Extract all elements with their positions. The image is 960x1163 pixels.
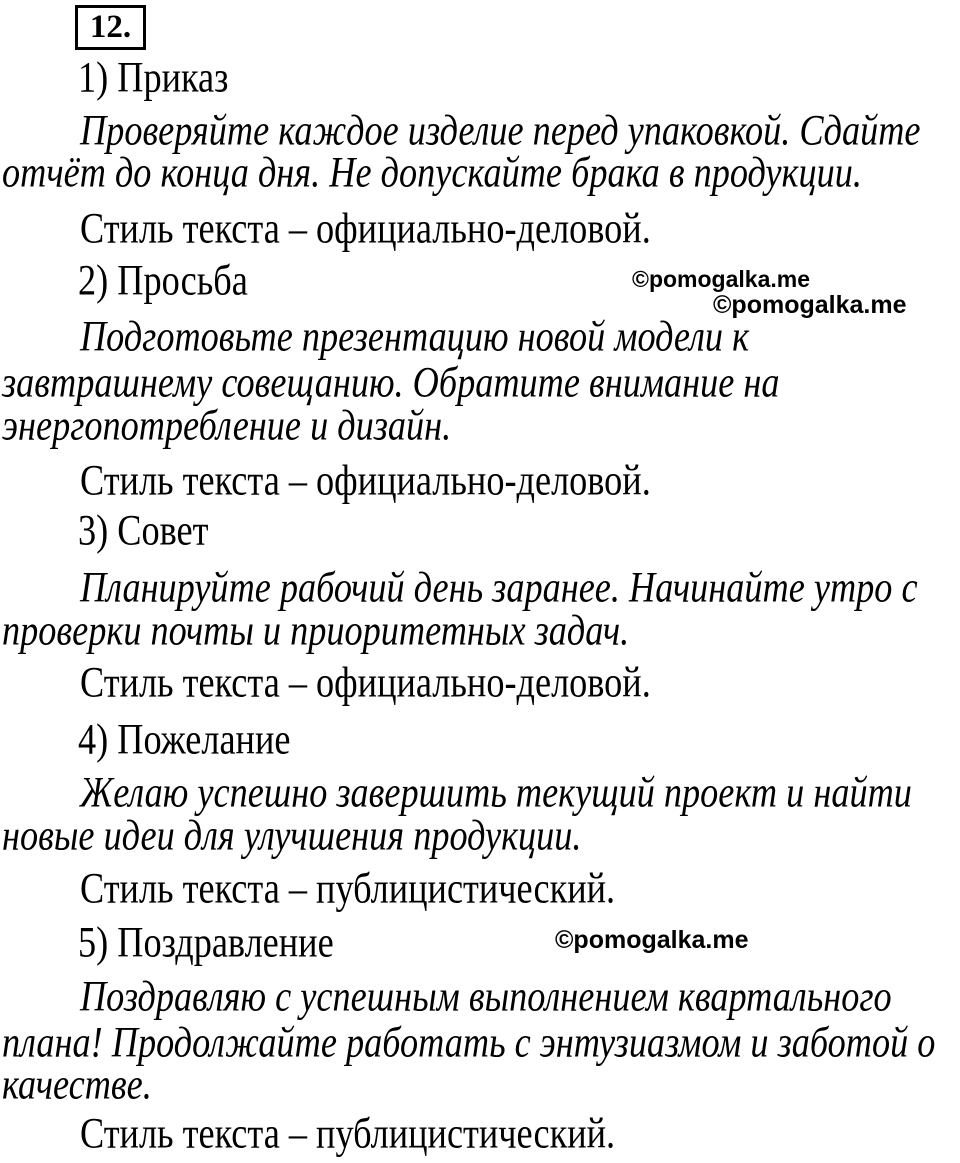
section-2-body-line-3: энергопотребление и дизайн. — [2, 401, 452, 451]
section-5-heading: 5) Поздравление — [78, 918, 334, 968]
section-1-style-note: Стиль текста – официально-деловой. — [80, 204, 651, 254]
section-2-heading: 2) Просьба — [78, 256, 248, 306]
section-2-body-line-2: завтрашнему совещанию. Обратите внимание на — [2, 358, 780, 408]
watermark-1: ©pomogalka.me — [632, 266, 810, 292]
section-1-body-line-2: отчёт до конца дня. Не допускайте брака в продукции. — [2, 148, 862, 198]
section-2-body-line-1: Подготовьте презентацию новой модели к — [80, 312, 750, 362]
section-4-body-line-2: новые идеи для улучшения продукции. — [2, 811, 582, 861]
section-4-body-line-1: Желаю успешно завершить текущий проект и найти — [80, 768, 912, 818]
section-5-style-note: Стиль текста – публицистический. — [80, 1109, 616, 1159]
section-4-style-note: Стиль текста – публицистический. — [80, 864, 616, 914]
exercise-number: 12. — [89, 9, 132, 45]
section-2-style-note: Стиль текста – официально-деловой. — [80, 456, 651, 506]
section-5-body-line-1: Поздравляю с успешным выполнением квартального — [80, 972, 892, 1022]
section-3-body-line-1: Планируйте рабочий день заранее. Начинайте утро с — [80, 563, 918, 613]
section-3-heading: 3) Совет — [78, 506, 209, 556]
section-1-body-line-1: Проверяйте каждое изделие перед упаковкой. Сдайте — [80, 106, 921, 156]
section-1-heading: 1) Приказ — [78, 53, 229, 103]
section-3-style-note: Стиль текста – официально-деловой. — [80, 658, 651, 708]
section-5-body-line-2: плана! Продолжайте работать с энтузиазмом и заботой о — [2, 1018, 936, 1068]
watermark-3: ©pomogalka.me — [555, 926, 749, 954]
section-3-body-line-2: проверки почты и приоритетных задач. — [2, 606, 630, 656]
section-5-body-line-3: качестве. — [2, 1060, 152, 1110]
exercise-number-box — [75, 5, 146, 50]
watermark-2: ©pomogalka.me — [713, 291, 907, 319]
section-4-heading: 4) Пожелание — [78, 715, 291, 765]
